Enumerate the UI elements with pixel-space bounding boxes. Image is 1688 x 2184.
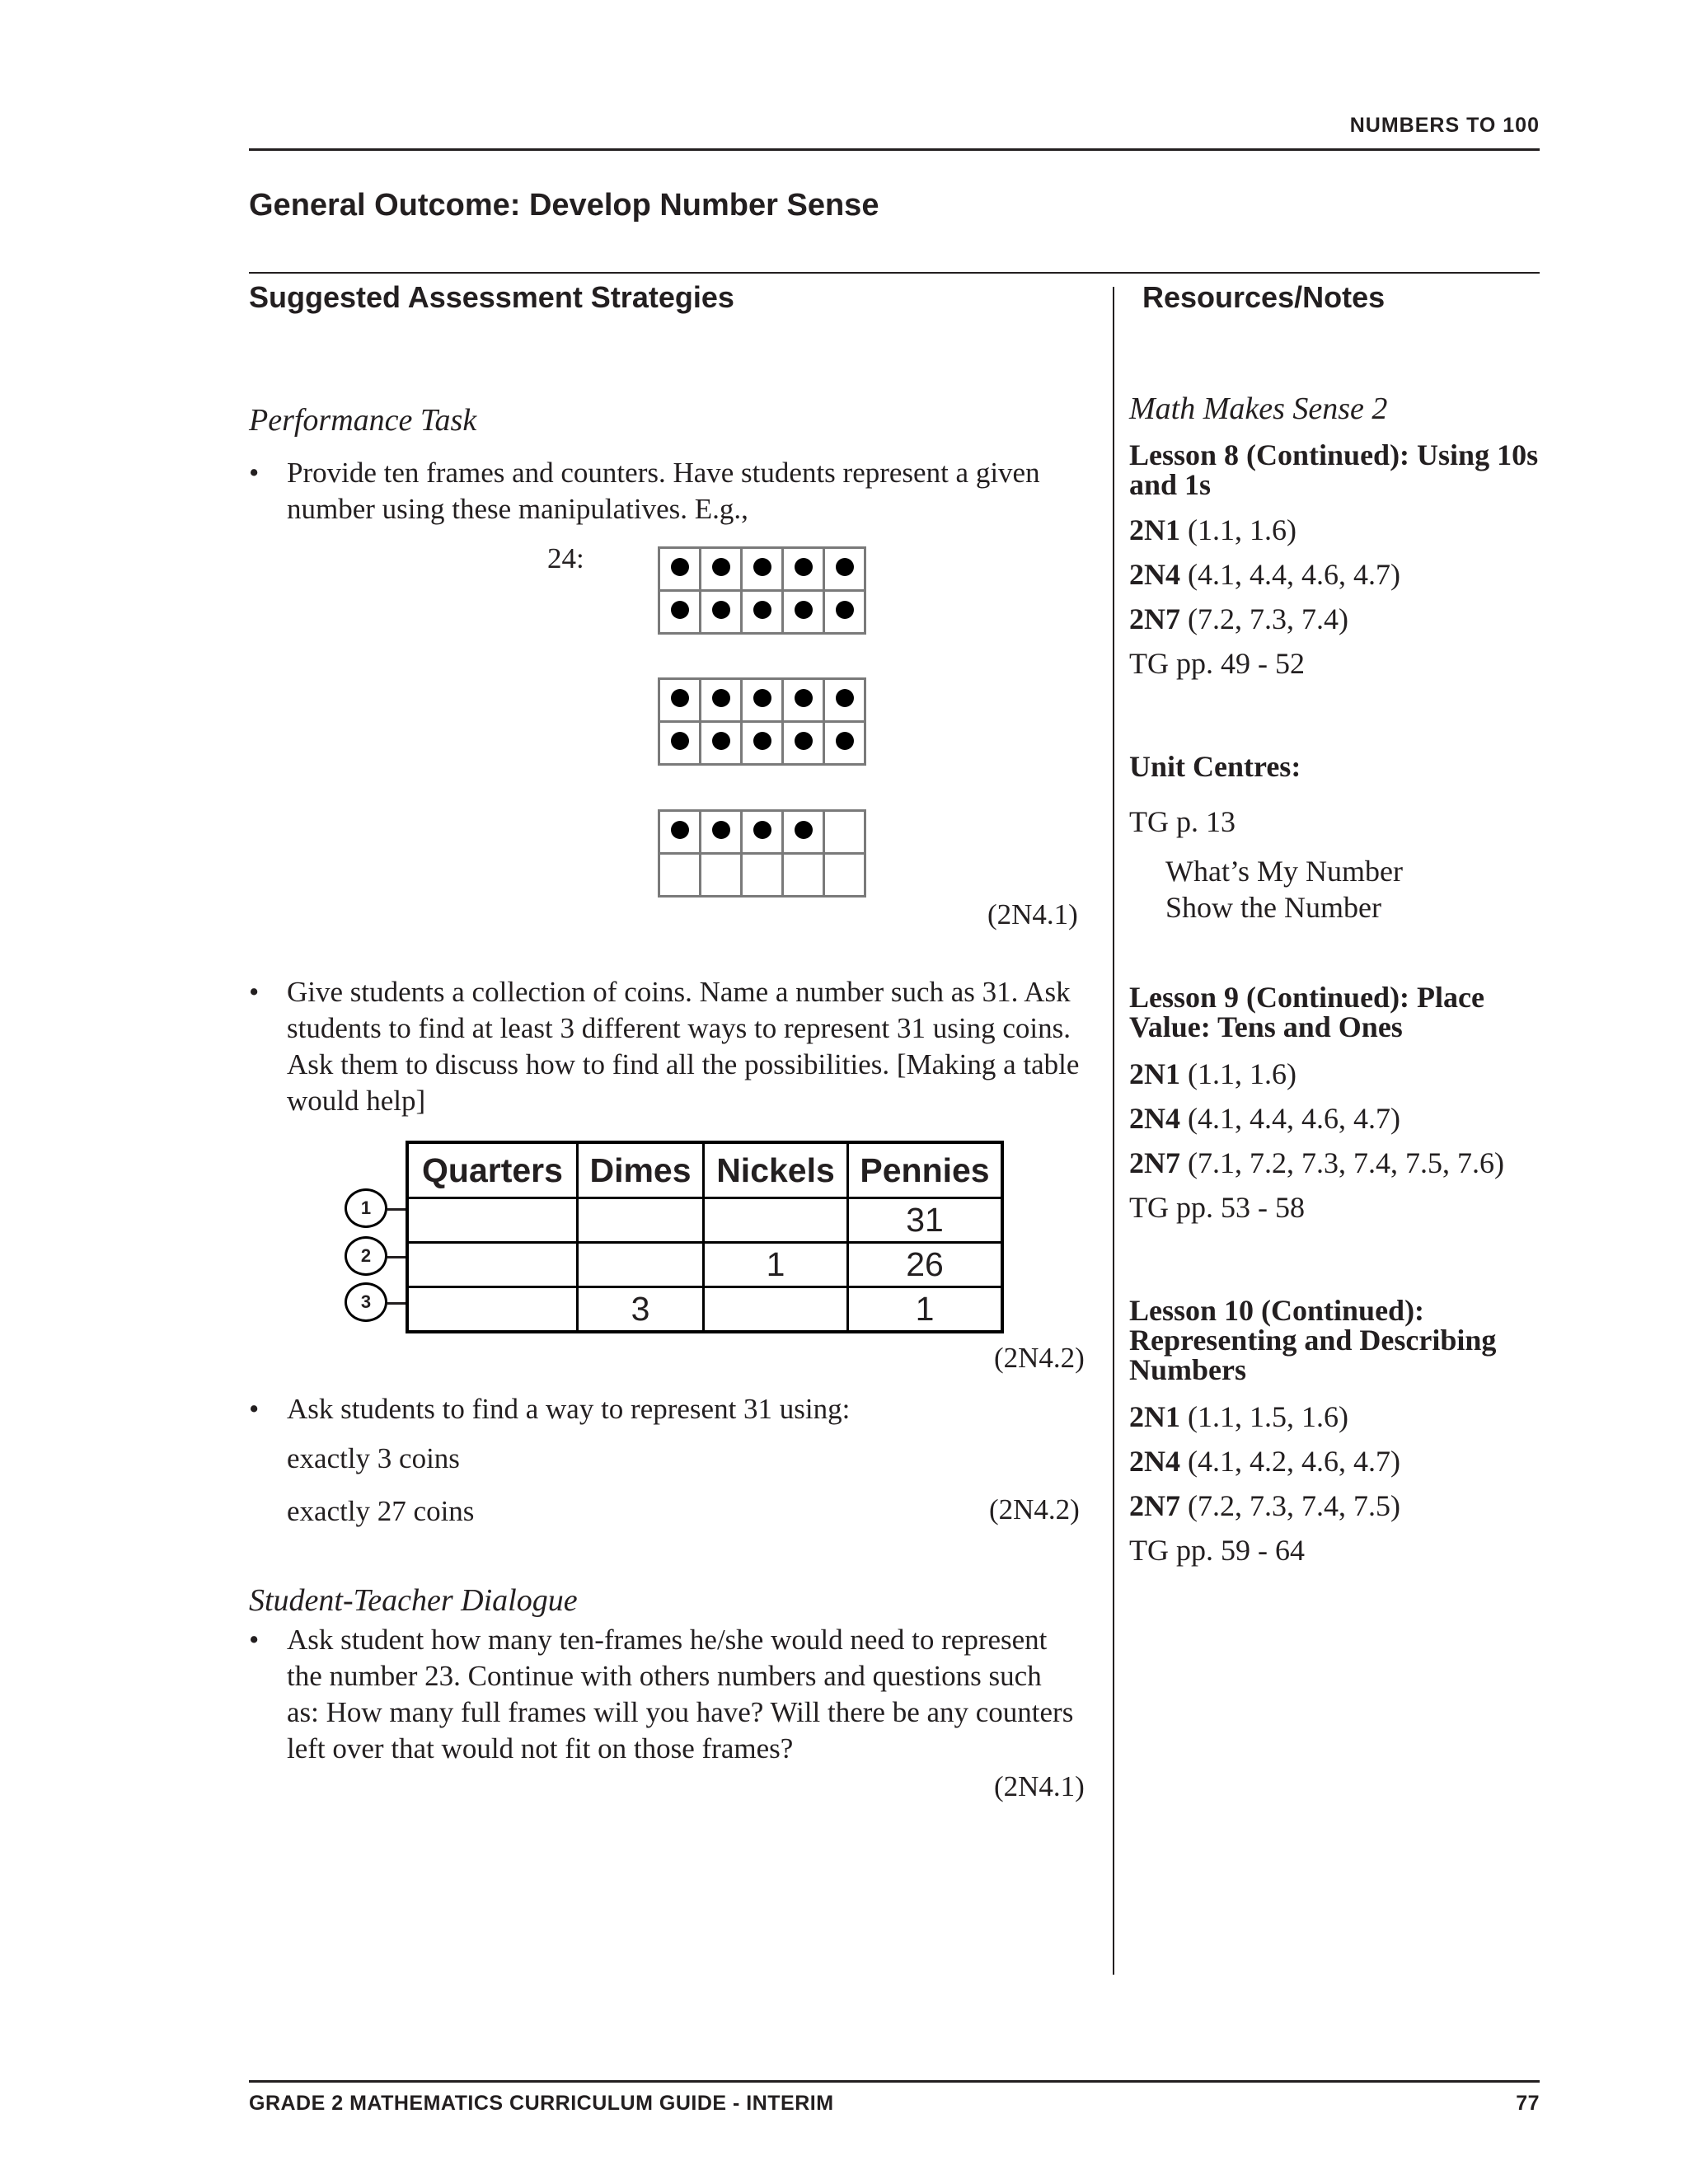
table-row [407, 1243, 1002, 1287]
table-row [407, 1287, 1002, 1333]
counter-cell [783, 811, 824, 854]
ten-frame-2 [658, 677, 866, 766]
row-label-connector [387, 1302, 407, 1305]
cell-pennies: 31 [848, 1198, 1003, 1243]
general-outcome-title: General Outcome: Develop Number Sense [249, 188, 879, 223]
counter-cell [783, 722, 824, 765]
counter-cell [701, 722, 742, 765]
resources-heading: Resources/Notes [1142, 280, 1386, 314]
empty-cell [783, 854, 824, 897]
cell-quarters [407, 1287, 578, 1333]
table-row [407, 1198, 1002, 1243]
counter-dot [795, 558, 813, 576]
lesson-10-outcome-1: 2N1 (1.1, 1.5, 1.6) [1129, 1400, 1348, 1433]
lesson-10-title-2: Representing and Describing [1129, 1324, 1497, 1357]
lesson-8-tg: TG pp. 49 - 52 [1129, 647, 1305, 680]
ref-2n4-2-a: (2N4.2) [994, 1342, 1085, 1374]
counter-dot [795, 821, 813, 839]
lesson-8-title-2: and 1s [1129, 468, 1212, 501]
ten-frame-1 [658, 546, 866, 635]
dialogue-line-4: left over that would not fit on those frames? [287, 1732, 794, 1765]
bullet-1-line-1: Provide ten frames and counters. Have students represent a given [287, 457, 1040, 489]
counter-cell [783, 548, 824, 591]
cell-dimes [578, 1198, 704, 1243]
counter-cell [659, 679, 701, 722]
counter-cell [701, 811, 742, 854]
bullet-1: • [249, 457, 260, 489]
counter-dot [712, 689, 730, 707]
counter-dot [836, 732, 854, 750]
ref-2n4-1-b: (2N4.1) [994, 1770, 1085, 1802]
section-header: NUMBERS TO 100 [1349, 114, 1540, 137]
cell-nickels [704, 1198, 848, 1243]
counter-cell [742, 722, 783, 765]
counter-cell [824, 722, 865, 765]
unit-centres-title: Unit Centres: [1129, 750, 1301, 783]
counter-cell [659, 591, 701, 634]
lesson-8-title-1: Lesson 8 (Continued): Using 10s [1129, 438, 1539, 471]
cell-pennies: 1 [848, 1287, 1003, 1333]
counter-cell [701, 548, 742, 591]
col-header-dimes: Dimes [578, 1142, 704, 1198]
col-header-pennies: Pennies [848, 1142, 1003, 1198]
counter-cell [659, 548, 701, 591]
footer-title: GRADE 2 MATHEMATICS CURRICULUM GUIDE - INTERIM [249, 2092, 834, 2115]
ref-2n4-2-b: (2N4.2) [989, 1493, 1080, 1526]
col-header-quarters: Quarters [407, 1142, 578, 1198]
counter-dot [753, 821, 771, 839]
counter-dot [836, 601, 854, 619]
counter-cell [742, 591, 783, 634]
counter-cell [742, 548, 783, 591]
row-label-connector [387, 1256, 407, 1258]
empty-cell [824, 854, 865, 897]
book-title: Math Makes Sense 2 [1129, 391, 1388, 426]
counter-cell [701, 591, 742, 634]
page-number: 77 [1516, 2092, 1540, 2115]
performance-task-label: Performance Task [249, 403, 477, 438]
ref-2n4-1-a: (2N4.1) [987, 898, 1078, 930]
counter-cell [701, 679, 742, 722]
counter-dot [836, 558, 854, 576]
example-number: 24: [547, 542, 584, 574]
lesson-10-title-3: Numbers [1129, 1353, 1246, 1386]
row-label-2: 2 [345, 1236, 387, 1276]
bullet-3-line-2: exactly 3 coins [287, 1442, 460, 1474]
dialogue-line-3: as: How many full frames will you have? Will there be any counters [287, 1696, 1074, 1728]
lesson-9-outcome-1: 2N1 (1.1, 1.6) [1129, 1057, 1296, 1090]
centre-item-2: Show the Number [1165, 891, 1381, 924]
lesson-10-outcome-3: 2N7 (7.2, 7.3, 7.4, 7.5) [1129, 1489, 1400, 1522]
empty-cell [742, 854, 783, 897]
cell-nickels [704, 1287, 848, 1333]
footer-rule [249, 2080, 1540, 2083]
counter-dot [712, 821, 730, 839]
lesson-9-outcome-2: 2N4 (4.1, 4.4, 4.6, 4.7) [1129, 1102, 1400, 1135]
lesson-9-title-2: Value: Tens and Ones [1129, 1010, 1403, 1043]
header-rule [249, 148, 1540, 151]
lesson-8-outcome-1: 2N1 (1.1, 1.6) [1129, 513, 1296, 546]
counter-cell [659, 722, 701, 765]
counter-dot [712, 601, 730, 619]
col-header-nickels: Nickels [704, 1142, 848, 1198]
counter-dot [712, 558, 730, 576]
row-label-3: 3 [345, 1282, 387, 1322]
lesson-10-tg: TG pp. 59 - 64 [1129, 1534, 1305, 1567]
bullet-2-line-2: students to find at least 3 different ways to represent 31 using coins. [287, 1012, 1071, 1044]
dialogue-line-1: Ask student how many ten-frames he/she would need to represent [287, 1624, 1048, 1656]
cell-nickels: 1 [704, 1243, 848, 1287]
unit-centres-tg: TG p. 13 [1129, 805, 1236, 838]
lesson-8-outcome-2: 2N4 (4.1, 4.4, 4.6, 4.7) [1129, 558, 1400, 591]
dialogue-line-2: the number 23. Continue with others numbers and questions such [287, 1660, 1042, 1692]
lesson-9-tg: TG pp. 53 - 58 [1129, 1191, 1305, 1224]
empty-cell [701, 854, 742, 897]
counter-dot [836, 689, 854, 707]
coin-table [406, 1141, 1004, 1333]
cell-dimes [578, 1243, 704, 1287]
counter-dot [795, 689, 813, 707]
lesson-10-title-1: Lesson 10 (Continued): [1129, 1294, 1425, 1327]
counter-dot [671, 689, 689, 707]
bullet-3: • [249, 1393, 260, 1425]
cell-quarters [407, 1198, 578, 1243]
counter-dot [795, 601, 813, 619]
counter-dot [671, 732, 689, 750]
counter-dot [671, 821, 689, 839]
counter-dot [753, 732, 771, 750]
ten-frame-3 [658, 809, 866, 898]
counter-cell [824, 548, 865, 591]
row-label-1: 1 [345, 1188, 387, 1228]
column-divider [1113, 287, 1114, 1975]
cell-quarters [407, 1243, 578, 1287]
outcome-rule [249, 272, 1540, 274]
counter-cell [783, 591, 824, 634]
counter-dot [753, 689, 771, 707]
counter-cell [742, 811, 783, 854]
assessment-heading: Suggested Assessment Strategies [249, 280, 734, 314]
bullet-3-line-1: Ask students to find a way to represent 31 using: [287, 1393, 851, 1425]
row-label-connector [387, 1208, 407, 1211]
counter-cell [742, 679, 783, 722]
lesson-8-outcome-3: 2N7 (7.2, 7.3, 7.4) [1129, 602, 1348, 635]
centre-item-1: What’s My Number [1165, 855, 1403, 888]
counter-dot [753, 601, 771, 619]
empty-cell [824, 811, 865, 854]
empty-cell [659, 854, 701, 897]
counter-dot [712, 732, 730, 750]
bullet-1-line-2: number using these manipulatives. E.g., [287, 493, 748, 525]
bullet-2: • [249, 976, 260, 1008]
counter-dot [753, 558, 771, 576]
bullet-4: • [249, 1624, 260, 1656]
bullet-2-line-1: Give students a collection of coins. Name a number such as 31. Ask [287, 976, 1071, 1008]
counter-cell [659, 811, 701, 854]
lesson-9-outcome-3: 2N7 (7.1, 7.2, 7.3, 7.4, 7.5, 7.6) [1129, 1146, 1504, 1179]
counter-dot [795, 732, 813, 750]
counter-dot [671, 601, 689, 619]
bullet-2-line-3: Ask them to discuss how to find all the possibilities. [Making a table [287, 1048, 1080, 1080]
lesson-9-title-1: Lesson 9 (Continued): Place [1129, 981, 1484, 1014]
lesson-10-outcome-2: 2N4 (4.1, 4.2, 4.6, 4.7) [1129, 1445, 1400, 1478]
cell-pennies: 26 [848, 1243, 1003, 1287]
counter-dot [671, 558, 689, 576]
counter-cell [824, 591, 865, 634]
counter-cell [783, 679, 824, 722]
dialogue-label: Student-Teacher Dialogue [249, 1583, 578, 1618]
bullet-2-line-4: would help] [287, 1085, 426, 1117]
cell-dimes: 3 [578, 1287, 704, 1333]
counter-cell [824, 679, 865, 722]
bullet-3-line-3: exactly 27 coins [287, 1495, 475, 1527]
